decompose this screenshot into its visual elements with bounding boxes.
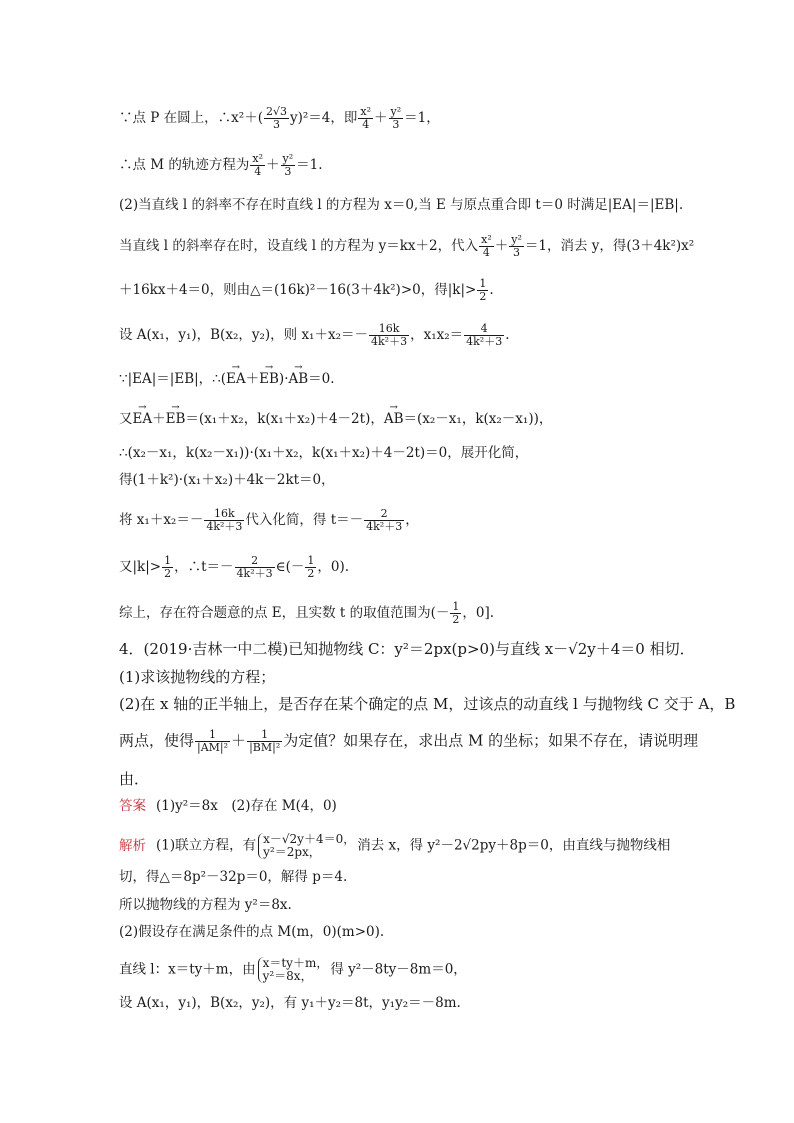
line-11: 将 x₁＋x₂＝－ $\frac{16k}{\text{4k²＋3}}$ 代入化简，得 t＝－ $\frac{2}{\text{4k²＋3}}$ ， xyxy=(119,507,419,533)
line-2: ∴点 M 的轨迹方程为 $\frac{\text{x²}}{4}$ ＋ $\frac{\text{y²}}{3}$ ＝1. xyxy=(119,152,323,178)
line-1: ∵点 P 在圆上，∴x²＋( $\frac{2√3}{3}$ y)²＝4，即 $\frac{\text{x²}}{4}$ ＋ $\frac{\text{y²}}{3}$ ＝1， xyxy=(119,105,440,131)
solution-line-3: 所以抛物线的方程为 y²＝8x. xyxy=(119,897,292,913)
line-3: (2)当直线 l 的斜率不存在时直线 l 的方程为 x＝0,当 E 与原点重合即 t＝0 时满足|EA|＝|EB|. xyxy=(119,197,684,213)
question-4-part2: (2)在 x 轴的正半轴上，是否存在某个确定的点 M，过该点的动直线 l 与抛物线 C 交于 A，B xyxy=(119,695,736,713)
line-7: ∵|EA|＝|EB|，∴(→ EA＋→ EB)·→ AB＝0. xyxy=(119,370,335,388)
solution-line-5: 直线 l：x＝ty＋m，由 x＝ty＋m， y²＝8x， 得 y²－8ty－8m＝0， xyxy=(119,956,467,983)
answer-line: 答案 (1)y²＝8x (2)存在 M(4，0) xyxy=(119,798,337,814)
question-4: 4．(2019·吉林一中二模)已知抛物线 C：y²＝2px(p>0)与直线 x－√2y＋4＝0 相切． xyxy=(119,640,695,658)
solution-line-1: 解析 (1)联立方程，有 x－√2y＋4＝0， y²＝2px， 消去 x，得 y²－2√2py＋8p＝0，由直线与抛物线相 xyxy=(119,832,671,859)
line-9: ∴(x₂－x₁，k(x₂－x₁))·(x₁＋x₂，k(x₁＋x₂)＋4－2t)＝0，展开化简， xyxy=(119,445,529,461)
equation-system: x－√2y＋4＝0， y²＝2px， xyxy=(258,833,355,859)
question-4-part2-end: 由． xyxy=(119,770,150,788)
line-12: 又|k|> $\frac{1}{2}$ ，∴t＝－ $\frac{2}{\text{4k²＋3}}$ ∈(－ $\frac{1}{2}$ ，0). xyxy=(119,554,350,580)
solution-line-4: (2)假设存在满足条件的点 M(m，0)(m>0). xyxy=(119,924,385,940)
solution-line-2: 切，得△＝8p²－32p＝0，解得 p＝4. xyxy=(119,869,348,885)
line-13: 综上，存在符合题意的点 E，且实数 t 的取值范围为(－ $\frac{1}{2}$ ，0]. xyxy=(119,600,495,626)
question-4-part1: (1)求该抛物线的方程； xyxy=(119,668,276,686)
line-8: 又→ EA＋→ EB＝(x₁＋x₂，k(x₁＋x₂)＋4－2t)，→ AB＝(x₂－x₁，k(x₂－x₁))， xyxy=(119,410,552,428)
line-10: 得(1＋k²)·(x₁＋x₂)＋4k－2kt＝0， xyxy=(119,472,335,488)
solution-tag: 解析 xyxy=(119,837,146,854)
line-5: ＋16kx＋4＝0，则由△＝(16k)²－16(3＋4k²)>0，得|k|> $\frac{1}{2}$ . xyxy=(119,277,494,303)
line-4: 当直线 l 的斜率存在时，设直线 l 的方程为 y＝kx＋2，代入 $\frac{\text{x²}}{4}$ ＋ $\frac{\text{y²}}{3}$ ＝1，消去 y，得(3＋4k²)x² xyxy=(119,233,695,259)
question-4-part2-cont: 两点，使得 $\frac{1}{\text{|AM|²}}$ ＋ $\frac{1}{\text{|BM|²}}$ 为定值？如果存在，求出点 M 的坐标；如果不存在，请说明理 xyxy=(119,728,699,754)
solution-line-6: 设 A(x₁，y₁)，B(x₂，y₂)，有 y₁＋y₂＝8t，y₁y₂＝－8m. xyxy=(119,995,461,1011)
line-6: 设 A(x₁，y₁)，B(x₂，y₂)，则 x₁＋x₂＝－ $\frac{16k}{\text{4k²＋3}}$ ，x₁x₂＝ $\frac{4}{\text{4k²＋3}}$ . xyxy=(119,322,510,348)
answer-tag: 答案 xyxy=(119,798,146,814)
equation-system: x＝ty＋m， y²＝8x， xyxy=(258,957,329,983)
